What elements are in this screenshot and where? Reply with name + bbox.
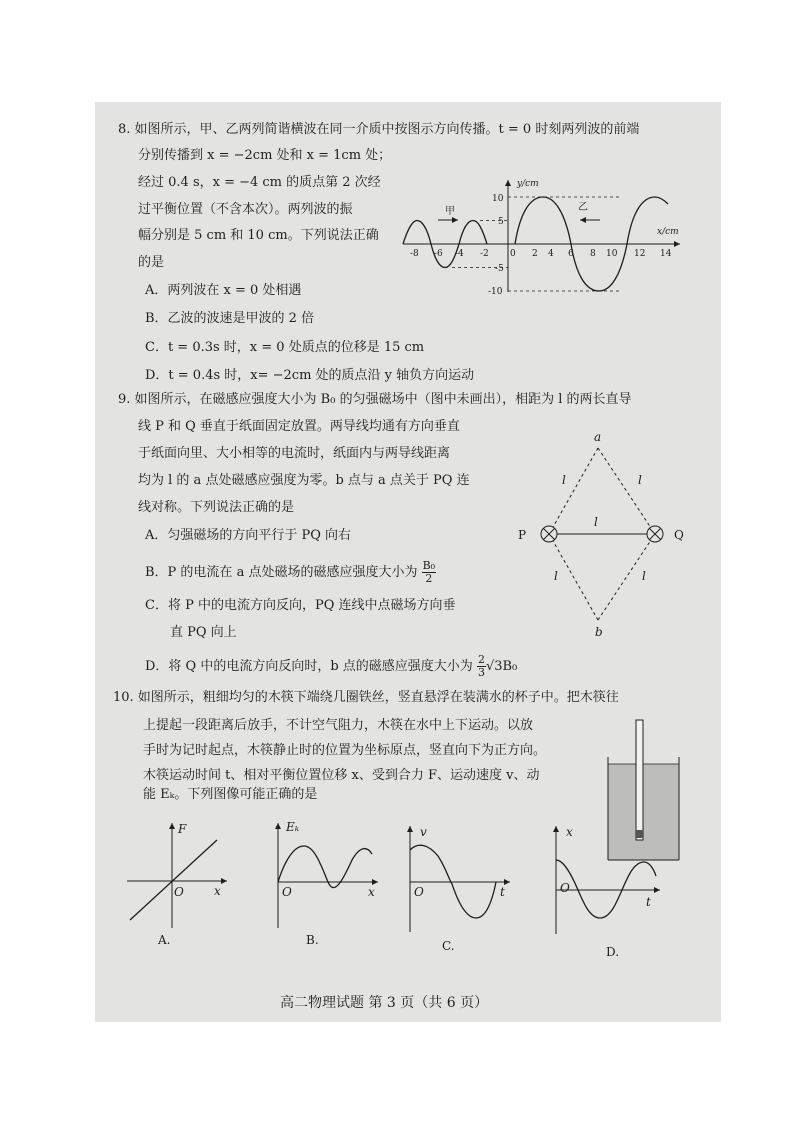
q10-line-5: 能 Eₖ。下列图像可能正确的是	[143, 787, 318, 802]
q9-option-d-text: D．将 Q 中的电流方向反向时，b 点的磁感应强度大小为	[145, 659, 473, 674]
x-tick: 2	[532, 249, 538, 259]
x-tick: 12	[634, 249, 646, 259]
y-tick: 10	[492, 194, 504, 204]
x-tick: 0	[510, 249, 516, 259]
q8-option-c: C．t = 0.3s 时，x = 0 处质点的位移是 15 cm	[145, 340, 425, 355]
axis-label: v	[420, 825, 427, 839]
q8-option-a: A．两列波在 x = 0 处相遇	[145, 283, 302, 298]
q10-graph-a	[122, 818, 232, 946]
x-tick: -8	[410, 249, 419, 259]
wire-q-into-page-icon	[647, 526, 663, 542]
y-tick: -10	[488, 287, 503, 297]
q10-line-2: 上提起一段距离后放手，不计空气阻力，木筷在水中上下运动。以放	[143, 718, 534, 733]
q8-option-d: D．t = 0.4s 时，x= −2cm 处的质点沿 y 轴负方向运动	[145, 368, 475, 383]
q9-line-1: 9. 如图所示，在磁感应强度大小为 B₀ 的匀强磁场中（图中未画出），相距为 l 的两长直导	[118, 392, 632, 407]
q10-graph-b	[272, 818, 384, 946]
q9-line-5: 线对称。下列说法正确的是	[138, 500, 295, 515]
q8-line-6: 的是	[138, 255, 165, 270]
q9-line-3: 于纸面向里、大小相等的电流时，纸面内与两导线距离	[138, 446, 451, 461]
fraction: $\frac{\text{B₀}}{2}$	[422, 559, 436, 585]
q8-line-3: 经过 0.4 s，x = −4 cm 的质点第 2 次经	[138, 175, 381, 190]
x-tick: 14	[660, 249, 672, 259]
q8-line-1: 8. 如图所示，甲、乙两列简谐横波在同一介质中按图示方向传播。t = 0 时刻两列波的前端	[118, 122, 640, 137]
q9-option-b-text: B．P 的电流在 a 点处磁场的磁感应强度大小为	[145, 565, 418, 580]
x-tick: 8	[590, 249, 596, 259]
point-b-label: b	[595, 625, 603, 639]
q9-option-a: A．匀强磁场的方向平行于 PQ 向右	[145, 528, 352, 543]
graph-caption: D.	[606, 945, 620, 959]
axis-label: t	[646, 895, 651, 909]
x-tick: 10	[606, 249, 618, 259]
x-tick: -6	[434, 249, 443, 259]
graph-caption: B.	[306, 933, 319, 946]
length-label: l	[638, 473, 642, 487]
wave-a-label: 甲	[445, 206, 455, 217]
x-tick: 4	[548, 249, 554, 259]
point-a-label: a	[594, 430, 602, 444]
q8-wave-graph	[398, 170, 688, 300]
q8-line-4: 过平衡位置（不含本次）。两列波的振	[138, 202, 353, 217]
q9-line-2: 线 P 和 Q 垂直于纸面固定放置。两导线均通有方向垂直	[138, 419, 460, 434]
y-axis-label: y/cm	[517, 179, 539, 189]
length-label: l	[554, 569, 558, 583]
wire-q-label: Q	[674, 528, 684, 542]
y-tick: -5	[495, 264, 504, 274]
x-tick: 6	[568, 249, 574, 259]
wire-p-into-page-icon	[541, 526, 557, 542]
origin-label: O	[282, 885, 292, 899]
origin-label: O	[560, 881, 570, 895]
origin-label: O	[414, 885, 424, 899]
x-tick: -4	[455, 249, 464, 259]
graph-caption: A.	[158, 933, 171, 946]
q10-graph-d	[550, 822, 666, 962]
q9-option-d	[145, 654, 517, 679]
q10-line-3: 手时为记时起点，木筷静止时的位置为坐标原点，竖直向下为正方向。	[143, 743, 547, 758]
axis-label: x	[566, 825, 573, 839]
q9-option-c-line-1: C．将 P 中的电流方向反向，PQ 连线中点磁场方向垂	[145, 598, 456, 613]
length-label: l	[562, 473, 566, 487]
axis-label: x	[368, 885, 375, 899]
q9-option-c-line-2: 直 PQ 向上	[170, 625, 237, 640]
q9-option-b	[145, 560, 436, 585]
q8-line-2: 分别传播到 x = −2cm 处和 x = 1cm 处；	[138, 148, 392, 163]
fraction: $\frac{2}{3}$	[477, 653, 485, 679]
axis-label: x	[214, 884, 221, 898]
q10-line-1: 10. 如图所示，粗细均匀的木筷下端绕几圈铁丝，竖直悬浮在装满水的杯子中。把木筷往	[113, 690, 619, 705]
x-tick: -2	[480, 249, 489, 259]
q10-line-4: 木筷运动时间 t、相对平衡位置位移 x、受到合力 F、运动速度 v、动	[143, 768, 540, 783]
y-tick: 5	[498, 217, 504, 227]
q10-graph-c	[404, 822, 516, 952]
axis-label: t	[500, 885, 505, 899]
q8-line-5: 幅分别是 5 cm 和 10 cm。下列说法正确	[138, 228, 379, 243]
q8-option-b: B．乙波的波速是甲波的 2 倍	[145, 311, 315, 326]
q9-diagram	[512, 424, 697, 642]
origin-label: O	[174, 885, 184, 899]
wave-b-label: 乙	[578, 202, 588, 213]
q9-option-d-tail: √3B₀	[485, 659, 518, 674]
graph-caption: C.	[442, 939, 455, 952]
wire-p-label: P	[518, 528, 527, 542]
page-footer: 高二物理试题 第 3 页（共 6 页）	[280, 995, 489, 1011]
q9-line-4: 均为 l 的 a 点处磁感应强度为零。b 点与 a 点关于 PQ 连	[138, 473, 470, 488]
axis-label: F	[178, 822, 187, 836]
x-axis-label: x/cm	[657, 227, 679, 237]
axis-label: Eₖ	[286, 820, 300, 834]
length-label: l	[642, 569, 646, 583]
length-label: l	[594, 515, 598, 529]
